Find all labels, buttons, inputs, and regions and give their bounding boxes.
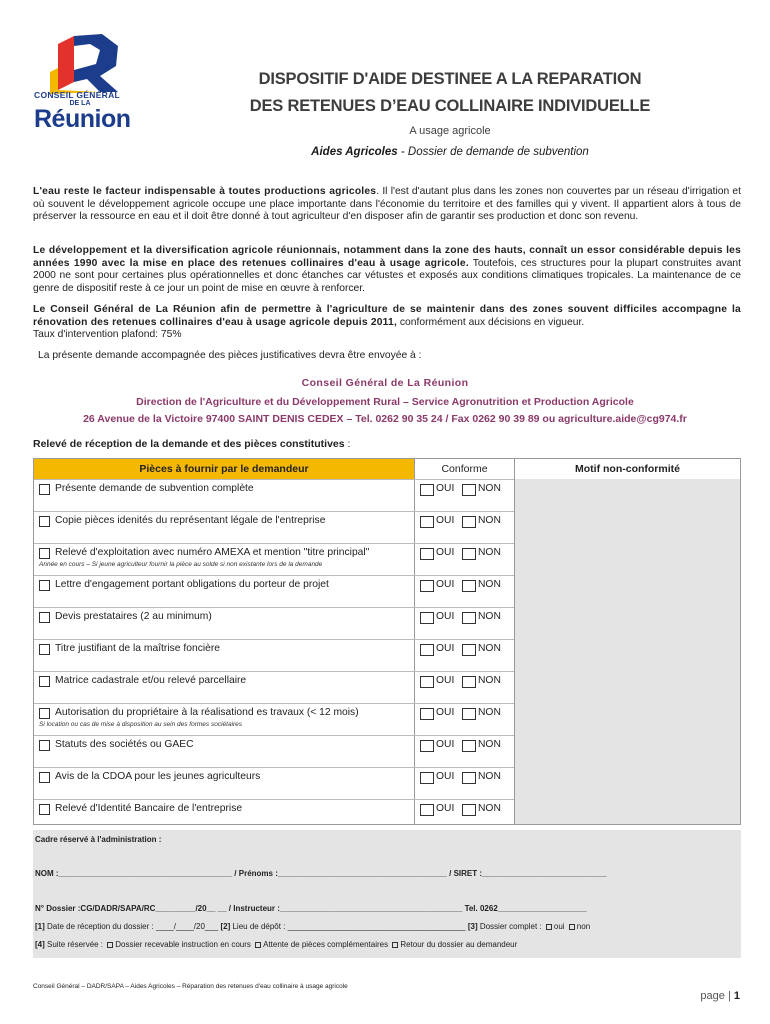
oui-label: OUI (436, 515, 455, 526)
non-label: NON (478, 483, 501, 494)
conforme-cell (414, 767, 514, 799)
doc-title-line1: DISPOSITIF D'AIDE DESTINEE A LA REPARATION (258, 70, 642, 88)
piece-checkbox[interactable] (39, 612, 50, 623)
logo-line-conseil: CONSEIL GÉNÉRAL (34, 90, 121, 100)
oui-checkbox[interactable] (420, 612, 434, 624)
paragraph-2 (33, 245, 741, 295)
paragraph-1-bold: L'eau reste le facteur indispensable à toutes productions agricoles (33, 186, 377, 197)
oui-checkbox[interactable] (420, 484, 434, 496)
oui-label: OUI (436, 643, 455, 654)
oui-label: OUI (436, 675, 455, 686)
address-line1 (30, 377, 740, 389)
doc-subtitle-dossier (150, 146, 750, 158)
oui-label: OUI (436, 803, 455, 814)
non-label: NON (478, 547, 501, 558)
admin-dossier-complet: Dossier complet : (477, 922, 542, 931)
conforme-cell (414, 543, 514, 575)
logo-wordmark (34, 90, 134, 131)
piece-checkbox[interactable] (39, 740, 50, 751)
piece-label: Présente demande de subvention complète (55, 483, 254, 494)
recevable-label: Dossier recevable instruction en cours (115, 940, 251, 949)
admin-nom-line: NOM :_______________________________________ / Prénoms :______________________________________ / SIRET :____________________________ (35, 869, 607, 878)
table-row (34, 703, 414, 735)
oui-label: oui (553, 922, 565, 931)
non-checkbox[interactable] (462, 516, 476, 528)
oui-label: OUI (436, 707, 455, 718)
admin-lieu-depot: Lieu de dépôt : ________________________________________ (230, 922, 468, 931)
recevable-checkbox[interactable] (107, 942, 113, 948)
piece-label: Avis de la CDOA pour les jeunes agriculteurs (55, 771, 261, 782)
footer-text: Conseil Général – DADR/SAPA – Aides Agricoles – Réparation des retenues d'eau collinaire à usage agricole (33, 983, 348, 990)
header-pieces: Pièces à fournir par le demandeur (34, 459, 414, 479)
table-row (34, 511, 414, 543)
oui-checkbox[interactable] (420, 708, 434, 720)
conforme-cell (414, 735, 514, 767)
piece-checkbox[interactable] (39, 580, 50, 591)
admin-dossier-line: N° Dossier :CG/DADR/SAPA/RC_________/20__ __ / Instructeur :_________________________________________ Tel. 0262____________________ (35, 904, 587, 913)
piece-checkbox[interactable] (39, 772, 50, 783)
non-label: NON (478, 803, 501, 814)
piece-checkbox[interactable] (39, 516, 50, 527)
table-row (34, 671, 414, 703)
oui-checkbox[interactable] (420, 548, 434, 560)
piece-checkbox[interactable] (39, 708, 50, 719)
conforme-cell (414, 799, 514, 831)
non-checkbox[interactable] (462, 804, 476, 816)
header-conforme: Conforme (414, 459, 514, 479)
paragraph-1 (33, 186, 741, 224)
table-row (34, 735, 414, 767)
table-row (34, 479, 414, 511)
paragraph-2-bold: Le développement et la diversification agricole réunionnais, notamment dans la zone des hauts, connaît un essor considérable depuis les années 1990 avec la mise en place des retenues collinaires d'eau à usage agricole. (33, 245, 741, 269)
paragraph-3-bold: Le Conseil Général de La Réunion afin de permettre à l'agriculture de se maintenir dans des zones souvent difficiles accompagne la rénovation des retenues collinaires d'eau à usage agricole depuis 2011, (33, 304, 741, 328)
subtitle-rest: - Dossier de demande de subvention (397, 146, 589, 158)
paragraph-3-rest: conformément aux décisions en vigueur. (397, 316, 585, 328)
header-motif: Motif non-conformité (514, 459, 740, 479)
admin-ref-3: [3] (467, 922, 478, 931)
table-row (34, 799, 414, 831)
pieces-table (33, 458, 741, 825)
admin-line-suite (35, 940, 517, 949)
piece-label: Autorisation du propriétaire à la réalisationd es travaux (< 12 mois) (55, 707, 359, 718)
page-label: page | (700, 990, 731, 1002)
piece-label: Lettre d'engagement portant obligations du porteur de projet (55, 579, 329, 590)
non-checkbox[interactable] (462, 580, 476, 592)
piece-checkbox[interactable] (39, 676, 50, 687)
logo-line-reunion: Réunion (34, 105, 131, 133)
non-checkbox[interactable] (462, 772, 476, 784)
conforme-cell (414, 703, 514, 735)
non-label: NON (478, 771, 501, 782)
non-label: NON (478, 739, 501, 750)
address-conseil: Conseil Général (301, 377, 388, 389)
piece-note: Année en cours – Si jeune agriculteur fournir la pièce au solde si non existante lors de la demande (39, 561, 323, 568)
piece-label: Relevé d'exploitation avec numéro AMEXA et mention "titre principal" (55, 547, 370, 558)
conforme-cell (414, 607, 514, 639)
admin-title: Cadre réservé à l'administration : (35, 835, 162, 844)
admin-date-reception: Date de réception du dossier : ____/____/20___ (44, 922, 221, 931)
paragraph-1-rest: . Il l'est d'autant plus dans les zones non couvertes par un réseau d'irrigation et où souvent le développement agricole occupe une place importante dans l'économie du territoire et des familles qui y vivent. Il appartient alors à tous de préserver la ressource en eau et il doit être donné à tout agriculteur d'en disposer afin de garantir ses production et donc son revenu. (33, 186, 742, 223)
releve-bold: Relevé de réception de la demande et des pièces constitutives (33, 438, 345, 450)
oui-label: OUI (436, 739, 455, 750)
retour-checkbox[interactable] (392, 942, 398, 948)
table-row (34, 575, 414, 607)
attente-label: Attente de pièces complémentaires (263, 940, 389, 949)
oui-checkbox[interactable] (420, 772, 434, 784)
non-label: NON (478, 707, 501, 718)
oui-label: OUI (436, 611, 455, 622)
non-checkbox[interactable] (462, 484, 476, 496)
non-label: NON (478, 515, 501, 526)
page-value: 1 (733, 990, 740, 1002)
conforme-cell (414, 671, 514, 703)
address-line3: 26 Avenue de la Victoire 97400 SAINT DENIS CEDEX – Tel. 0262 90 35 24 / Fax 0262 90 39 89 ou agriculture.aide@cg974.fr (83, 413, 687, 425)
non-checkbox[interactable] (462, 676, 476, 688)
oui-checkbox[interactable] (420, 740, 434, 752)
conforme-cell (414, 575, 514, 607)
non-label: NON (478, 611, 501, 622)
paragraph-2-rest: Toutefois, ces structures pour la plupart construites avant 2000 ne sont pour certaines plus opérationnelles et donc étanches car vétustes et exposés aux conditions climatiques tropicales. La maintenance de ce genre de dispositif reste à ce jour un point de mise en œuvre à renforcer. (33, 257, 742, 294)
motif-column (514, 479, 740, 824)
admin-ref-1: [1] (35, 922, 45, 931)
non-label: NON (478, 643, 501, 654)
table-row (34, 543, 414, 575)
non-checkbox[interactable] (462, 644, 476, 656)
oui-checkbox[interactable] (420, 804, 434, 816)
piece-label: Devis prestataires (2 au minimum) (55, 611, 212, 622)
piece-label: Copie pièces idenités du représentant légale de l'entreprise (55, 515, 326, 526)
piece-label: Matrice cadastrale et/ou relevé parcellaire (55, 675, 247, 686)
doc-subtitle: A usage agricole (409, 125, 491, 137)
non-checkbox[interactable] (462, 708, 476, 720)
paragraph-3-taux: Taux d'intervention plafond: 75% (33, 329, 182, 341)
oui-label: OUI (436, 483, 455, 494)
oui-checkbox[interactable] (420, 644, 434, 656)
conforme-cell (414, 511, 514, 543)
oui-checkbox[interactable] (420, 676, 434, 688)
oui-label: OUI (436, 579, 455, 590)
paragraph-4: La présente demande accompagnée des pièces justificatives devra être envoyée à : (38, 350, 422, 361)
conforme-cell (414, 639, 514, 671)
paragraph-3 (33, 304, 741, 342)
piece-checkbox[interactable] (39, 484, 50, 495)
table-header (34, 459, 740, 479)
piece-checkbox[interactable] (39, 644, 50, 655)
admin-line-reception (35, 922, 590, 931)
retour-label: Retour du dossier au demandeur (400, 940, 518, 949)
non-label: NON (478, 579, 501, 590)
conforme-cell (414, 479, 514, 511)
non-checkbox[interactable] (462, 548, 476, 560)
table-row (34, 767, 414, 799)
admin-ref-4: [4] (35, 940, 45, 949)
non-checkbox[interactable] (569, 924, 575, 930)
releve-heading (33, 438, 350, 450)
piece-label: Relevé d'Identité Bancaire de l'entreprise (55, 803, 243, 814)
oui-checkbox[interactable] (420, 580, 434, 592)
piece-checkbox[interactable] (39, 548, 50, 559)
address-line2: Direction de l'Agriculture et du Développement Rural – Service Agronutrition et Production Agricole (136, 396, 634, 408)
attente-checkbox[interactable] (255, 942, 261, 948)
piece-label: Statuts des sociétés ou GAEC (55, 739, 194, 750)
piece-label: Titre justifiant de la maîtrise foncière (55, 643, 221, 654)
doc-title-line2: DES RETENUES D’EAU COLLINAIRE INDIVIDUELLE (249, 97, 651, 115)
oui-label: OUI (436, 547, 455, 558)
admin-ref-2: [2] (220, 922, 231, 931)
oui-checkbox[interactable] (546, 924, 552, 930)
admin-section (33, 830, 741, 958)
logo-line-dela: DE LA (69, 100, 91, 107)
subtitle-bold: Aides Agricoles (311, 146, 398, 158)
piece-note: Si location ou cas de mise à disposition au sein des formes sociétaires (39, 721, 243, 728)
address-reunion: de La Réunion (387, 377, 469, 389)
oui-label: OUI (436, 771, 455, 782)
non-checkbox[interactable] (462, 740, 476, 752)
piece-checkbox[interactable] (39, 804, 50, 815)
non-label: non (576, 922, 591, 931)
admin-suite-label: Suite réservée : (44, 940, 104, 949)
non-checkbox[interactable] (462, 612, 476, 624)
table-row (34, 607, 414, 639)
table-row (34, 639, 414, 671)
oui-checkbox[interactable] (420, 516, 434, 528)
releve-rest: : (344, 438, 351, 450)
non-label: NON (478, 675, 501, 686)
page-number (700, 990, 740, 1002)
